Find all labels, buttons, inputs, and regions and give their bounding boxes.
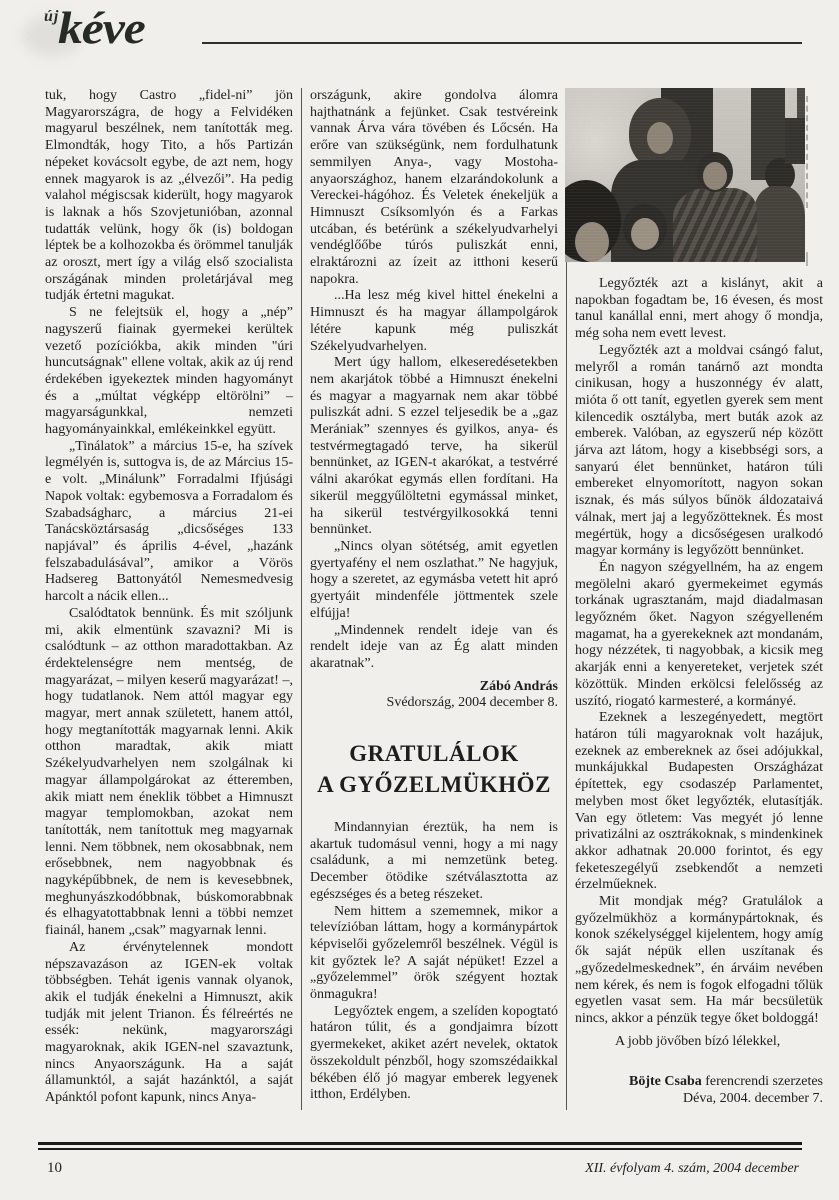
paragraph: S ne felejtsük el, hogy a „nép” nagyszerű fiainak gyermekei kerültek vezető pozíciókba, akik minden "úri huncutságnak" ellene voltak, akik az új rend érdekében igyekeztek minden hagyományt és a „múltat végképp eltörölni” – magyarságunkkal, nemzeti hagyományainkkal, emlékeinkkel együtt. bbox=[45, 305, 293, 438]
article-heading-line2: A GYŐZELMÜKHÖZ bbox=[317, 772, 551, 798]
signature-block bbox=[575, 1074, 823, 1107]
paragraph: tuk, hogy Castro „fidel-ni” jön Magyarországra, de hogy a Felvidéken magyarul beszélnek, nem tanították meg. Elmondták, hogy Tito, a hős Partizán népeket kovácsolt egybe, de azt nem, hogy ennek magyarok is az „élvezői”. Ha pedig valahol mégiscsak kiderült, hogy magyarok is laknak a hős Szovjetunióban, azonnal tudatták velünk, hogy ők (is) boldogan léptek be a kolhozokba és örömmel tanulják az oroszt, mert így a világ első szocialista országának minden proletárjával meg tudják értetni magukat. bbox=[45, 88, 293, 304]
article-heading-line1: GRATULÁLOK bbox=[349, 741, 519, 767]
article-photo bbox=[565, 88, 805, 262]
masthead-logo-prefix: új bbox=[44, 8, 60, 25]
page-number: 10 bbox=[47, 1160, 62, 1176]
column-2 bbox=[310, 88, 558, 1110]
footer-rule bbox=[38, 1142, 802, 1150]
scan-artifact-dash bbox=[806, 96, 808, 208]
paragraph: országunk, akire gondolva álomra hajthatnánk a fejünket. Csak testvéreink vannak Árva vára tövében és Lőcsén. Ha erőre van szükségünk, nem fordulhatunk semmilyen Anya-, vagy Mostoha-anyaországhoz, hanem elzarándokolunk a Vereckei-hágóhoz. És Veletek énekeljük a Himnuszt Csíksomlyón és a Farkas utcában, és betérünk a székelyudvarhelyi vendéglőőbe túrós puliszkát enni, elraktározni az ízeit az itthoni keserű napokra. bbox=[310, 88, 558, 287]
paragraph: Én nagyon szégyellném, ha az engem megölelni akaró gyermekeimet egymás torkának ugrasztanám, majd diadalmasan legyőzném őket. Nagyon szégyelleném magamat, ha a gyerekeknek azt mondanám, hogy nézzétek, ti nagyobbak, a kicsik meg akarják enni a kenyereteket, verjetek szét közöttük. Minden erkölcsi felelősség az uszító, riogató karmesteré, a kormányé. bbox=[575, 559, 823, 709]
masthead bbox=[44, 2, 145, 53]
signature-place-date: Déva, 2004. december 7. bbox=[683, 1091, 823, 1107]
article-heading bbox=[310, 738, 558, 800]
paragraph: Mit mondjak még? Gratulálok a győzelmükhöz a kormánypártoknak, és konok székelységgel kijelentem, hogy amíg ők saját népük ellen uszítanak és „győzedelmeskednek”, én árváim nevében nem kérek, és nem is fogok elfogadni tőlük egyetlen vasat sem. Ha már becsületük nincs, akkor a pénzük tegye őket boldoggá! bbox=[575, 894, 823, 1026]
masthead-rule bbox=[202, 42, 802, 44]
paragraph: Nem hittem a szememnek, mikor a televízióban láttam, hogy a kormánypártok képviselői győzelemről beszélnek. Végül is kit győztek le? A saját népüket! Ezzel a „győzelemmel” örök szégyent hoztak önmagukra! bbox=[310, 903, 558, 1003]
paragraph: Mert úgy hallom, elkeseredésetekben nem akarjátok többé a Himnuszt énekelni és magyar a magyarnak nem akar többé puliszkát adni. S ezzel teljesedik be a „gaz Merániak” szennyes és gyilkos, anya- és testvérmegtagadó terve, ha sikerül bennünket, az IGEN-t akarókat, a testvérré válni akarókat egymás ellen fordítani. Ha sikerül meggyűlöltetni egymással minket, ha sikerül testvérgyilkosokká tenni bennünket. bbox=[310, 355, 558, 538]
paragraph: Legyőzték azt a moldvai csángó falut, melyről a román tanárnő azt mondta cinikusan, hogy a huszonnégy év alatt, mióta ő ott tanít, egyetlen gyerek sem ment kilencedik osztályba, mert buták azok az emberek. Valóban, az egyszerű nép között járva azt látom, hogy a kisebbségi sors, a sanyarú élet bennünket, határon túli embereket elnyomorított, nagyon sokan isznak, és más súlyos bűnök áldozataivá válnak, mert jaj a legyőzötteknek. És most megértük, hogy a dicsőségesen uralkodó magyar kormány is legyőzött bennünket. bbox=[575, 342, 823, 559]
column-divider bbox=[301, 88, 302, 1110]
signature-name: Zábó András bbox=[479, 678, 558, 694]
paragraph: „Mindennek rendelt ideje van és rendelt ideje van az Ég alatt minden akaratnak”. bbox=[310, 622, 558, 671]
signature-block bbox=[310, 679, 558, 712]
masthead-logo-title: kéve bbox=[58, 2, 145, 53]
paragraph: Ezeknek a leszegényedett, megtört határon túli magyaroknak volt hazájuk, ezeknek az embereknek az ősei adójukkal, munkájukkal Budapesten Országházat építettek, egy csodaszép Parlamentet, melyben most őket legyőzték, elutasítják. Van egy ötletem: Vas megyét jó lenne privatizálni az osztrákoknak, s mindenkinek akkor adhatnak 20.000 forintot, és egy feketeszegélyű zsebkendőt a nemzeti érzelműeknek. bbox=[575, 710, 823, 893]
signature-place-date: Svédország, 2004 december 8. bbox=[386, 695, 558, 711]
issue-info: XII. évfolyam 4. szám, 2004 december bbox=[585, 1161, 799, 1176]
paragraph: Az érvénytelennek mondott népszavazáson az IGEN-ek voltak többségben. Tehát igenis vannak olyanok, akik el tudják énekelni a Himnuszt, akik tudják mit jelent Trianon. És félreértés ne essék: nekünk, magyarországi magyaroknak, akik IGEN-nel szavaztunk, nincs Anyaországunk. Ha a saját államunktól, a saját hazánktól, a saját Apánktól pofont kapunk, nincs Anya- bbox=[45, 939, 293, 1106]
signature-name: Böjte Csaba bbox=[629, 1074, 702, 1090]
paragraph: Legyőztek engem, a szelíden kopogtató határon túlit, és a gondjaimra bízott gyermekeket, akiket azért nevelek, oktatok összekoldult pénzből, hogy szomszédaikkal békében élő jó magyar emberek legyenek itthon, Erdélyben. bbox=[310, 1003, 558, 1103]
paragraph: Legyőzték azt a kislányt, akit a napokban fogadtam be, 16 évesen, és most tanul kanállal enni, mert ahogy ő mondja, még soha nem evett levest. bbox=[575, 276, 823, 342]
article-columns bbox=[45, 88, 823, 1110]
paragraph: „Nincs olyan sötétség, amit egyetlen gyertyafény el nem oszlathat.” Ne hagyjuk, hogy a szeretet, az egymásba vetett hit apró gyertyáit mindenféle jöttmentek szele elfújja! bbox=[310, 538, 558, 621]
paragraph: Csalódtatok bennünk. És mit szóljunk mi, akik elmentünk szavazni? Mi is csalódtunk – az otthon maradottakban. Az érdektelenségre nem mentség, de magyarázat, – milyen keserű magyarázat! –, hogy tudatlanok. Nem attól magyar egy magyar, mert annak született, hanem attól, hogy megtanították magyarnak lenni. Akik otthon maradtak, akik miatt Székelyudvarhelyen nem szolgálnak ki magyar állampolgárokat az étteremben, akik miatt nem éneklik többet a Himnuszt magyar templomokban, azokat nem tanították, nem tanítottuk meg magyarnak lenni. Nem többnek, nem okosabbnak, nem erősebbnek, nem nagyobbnak és nagyképűbbnek, de nem is kevesebbnek, meghunyászkodóbbnak, búskomorabbnak és elhagyatottabbnak lenni a többi nemzet fiainál, hanem „csak” magyarnak lenni. bbox=[45, 605, 293, 939]
signature-role: ferencrendi szerzetes bbox=[701, 1074, 823, 1090]
photo-grain-overlay bbox=[565, 88, 805, 262]
closing-line: A jobb jövőben bízó lélekkel, bbox=[615, 1033, 781, 1049]
column-3 bbox=[575, 88, 823, 1110]
scan-artifact-tick bbox=[806, 252, 808, 266]
paragraph: ...Ha lesz még kivel hittel énekelni a Himnuszt és ha magyar állampolgárok létére kapunk még puliszkát Székelyudvarhelyen. bbox=[310, 288, 558, 354]
paragraph: „Tinálatok” a március 15-e, ha szívek legmélyén is, suttogva is, de az Március 15-e volt. „Minálunk” Forradalmi Ifjúsági Napok voltak: egybemosva a Forradalom és Szabadságharc, a március 21-ei Tanácsköztársaság „dicsőséges 133 napjával” és április 4-ével, „hazánk felszabadulásával”, amikor a Vörös Hadsereg Battonyától Nemesmedvesig harcolt a nácik ellen... bbox=[45, 438, 293, 605]
signature-line bbox=[575, 1074, 823, 1091]
column-1 bbox=[45, 88, 293, 1110]
paragraph: Mindannyian éreztük, ha nem is akartuk tudomásul venni, hogy a mi nagy családunk, a mi nemzetünk beteg. December ötödike szétválasztotta az egészséges és a beteg részeket. bbox=[310, 820, 558, 902]
